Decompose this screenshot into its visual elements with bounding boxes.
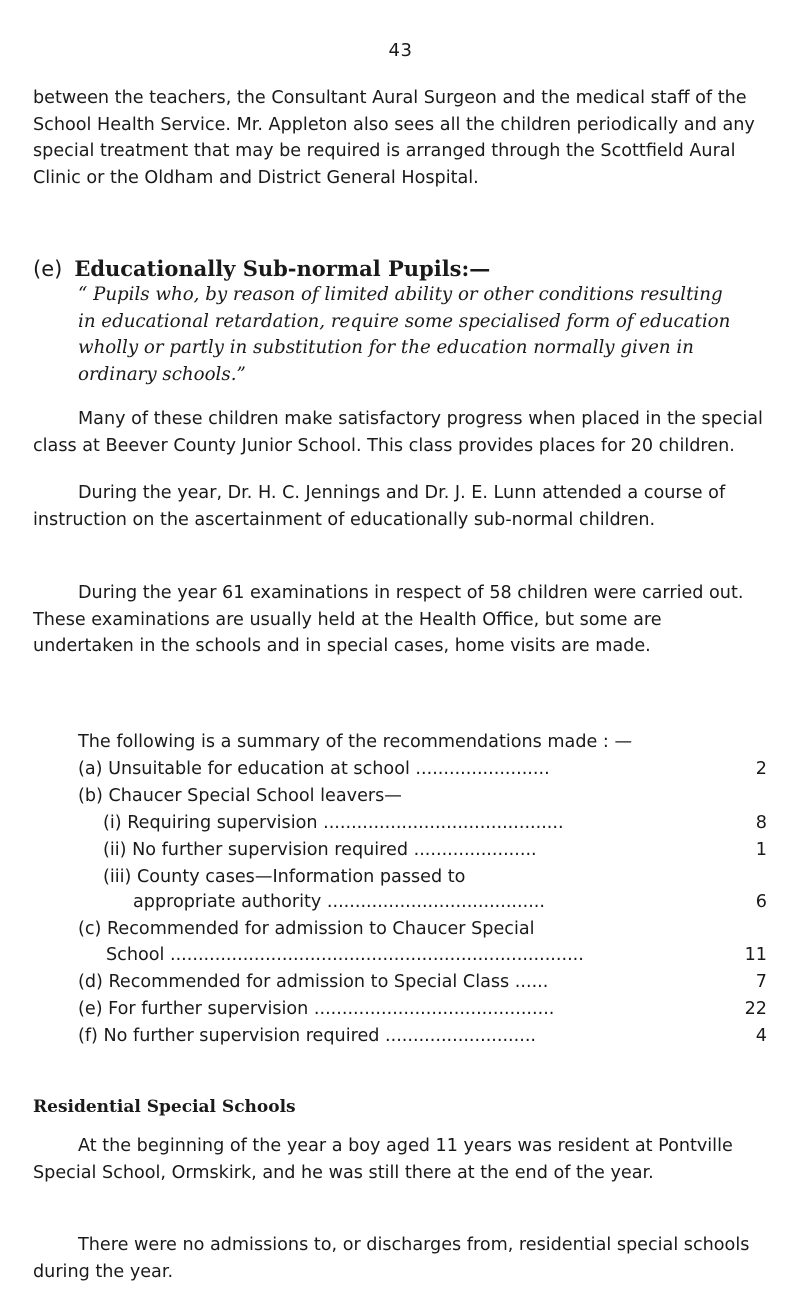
list-item — [33, 756, 767, 783]
list-item — [33, 889, 767, 916]
item-b-iii-label-line1: (iii) County cases—Information passed to — [103, 867, 466, 887]
section-e-title: Educationally Sub-normal Pupils:— — [74, 256, 491, 281]
item-b-iii-label-line2: appropriate authority ....................................... — [133, 892, 545, 912]
item-b-ii-value: 1 — [755, 840, 767, 860]
list-item — [33, 810, 767, 837]
item-d-label: (d) Recommended for admission to Special Class ...... — [78, 972, 549, 992]
recommendations-intro-text: The following is a summary of the recommendations made : — — [78, 732, 633, 752]
recommendations-intro — [33, 729, 767, 756]
item-e-value: 22 — [744, 999, 767, 1019]
list-item — [33, 783, 767, 810]
item-a-label: (a) Unsuitable for education at school ........................ — [78, 759, 550, 779]
section-e-heading — [33, 256, 490, 281]
item-f-label: (f) No further supervision required ........................... — [78, 1026, 537, 1046]
item-b-label: (b) Chaucer Special School leavers— — [78, 786, 402, 806]
intro-paragraph: between the teachers, the Consultant Aural Surgeon and the medical staff of the School Health Service. Mr. Appleton also sees all the children periodically and any special treatment that may be required is arranged through the Scottfield Aural Clinic or the Oldham and District General Hospital. — [33, 88, 755, 188]
paragraph-special-class: Many of these children make satisfactory progress when placed in the special class at Beever County Junior School. This class provides places for 20 children. — [33, 409, 763, 456]
item-c-value: 11 — [744, 945, 767, 965]
item-f-value: 4 — [755, 1026, 767, 1046]
list-item — [33, 996, 767, 1023]
paragraph-course: During the year, Dr. H. C. Jennings and Dr. J. E. Lunn attended a course of instruction on the ascertainment of educationally sub-normal children. — [33, 483, 726, 530]
paragraph-examinations: During the year 61 examinations in respect of 58 children were carried out. These examinations are usually held at the Health Office, but some are undertaken in the schools and in special cases, home visits are made. — [33, 583, 744, 656]
list-item — [33, 1023, 767, 1050]
item-b-ii-label: (ii) No further supervision required ...................... — [103, 840, 537, 860]
item-b-i-label: (i) Requiring supervision ........................................... — [103, 813, 564, 833]
item-b-i-value: 8 — [755, 813, 767, 833]
item-e-label: (e) For further supervision ........................................... — [78, 999, 555, 1019]
list-item — [33, 942, 767, 969]
list-item — [33, 864, 767, 891]
item-c-label-line2: School .......................................................................... — [106, 945, 584, 965]
residential-heading: Residential Special Schools — [33, 1097, 296, 1117]
item-a-value: 2 — [755, 759, 767, 779]
item-b-iii-value: 6 — [755, 892, 767, 912]
paragraph-pontville: At the beginning of the year a boy aged 11 years was resident at Pontville Special School, Ormskirk, and he was still there at the end of the year. — [33, 1136, 733, 1183]
item-c-label-line1: (c) Recommended for admission to Chaucer Special — [78, 919, 535, 939]
definition-quote: “ Pupils who, by reason of limited ability or other conditions resulting in educational retardation, require some specialised form of education wholly or partly in substitution for the education normally given in ordinary schools.” — [78, 284, 731, 385]
list-item — [33, 837, 767, 864]
page-number: 43 — [388, 40, 413, 61]
list-item — [33, 916, 767, 943]
paragraph-no-admissions: There were no admissions to, or discharges from, residential special schools during the year. — [33, 1235, 750, 1282]
item-d-value: 7 — [755, 972, 767, 992]
list-item — [33, 969, 767, 996]
section-e-label: (e) — [33, 257, 63, 281]
